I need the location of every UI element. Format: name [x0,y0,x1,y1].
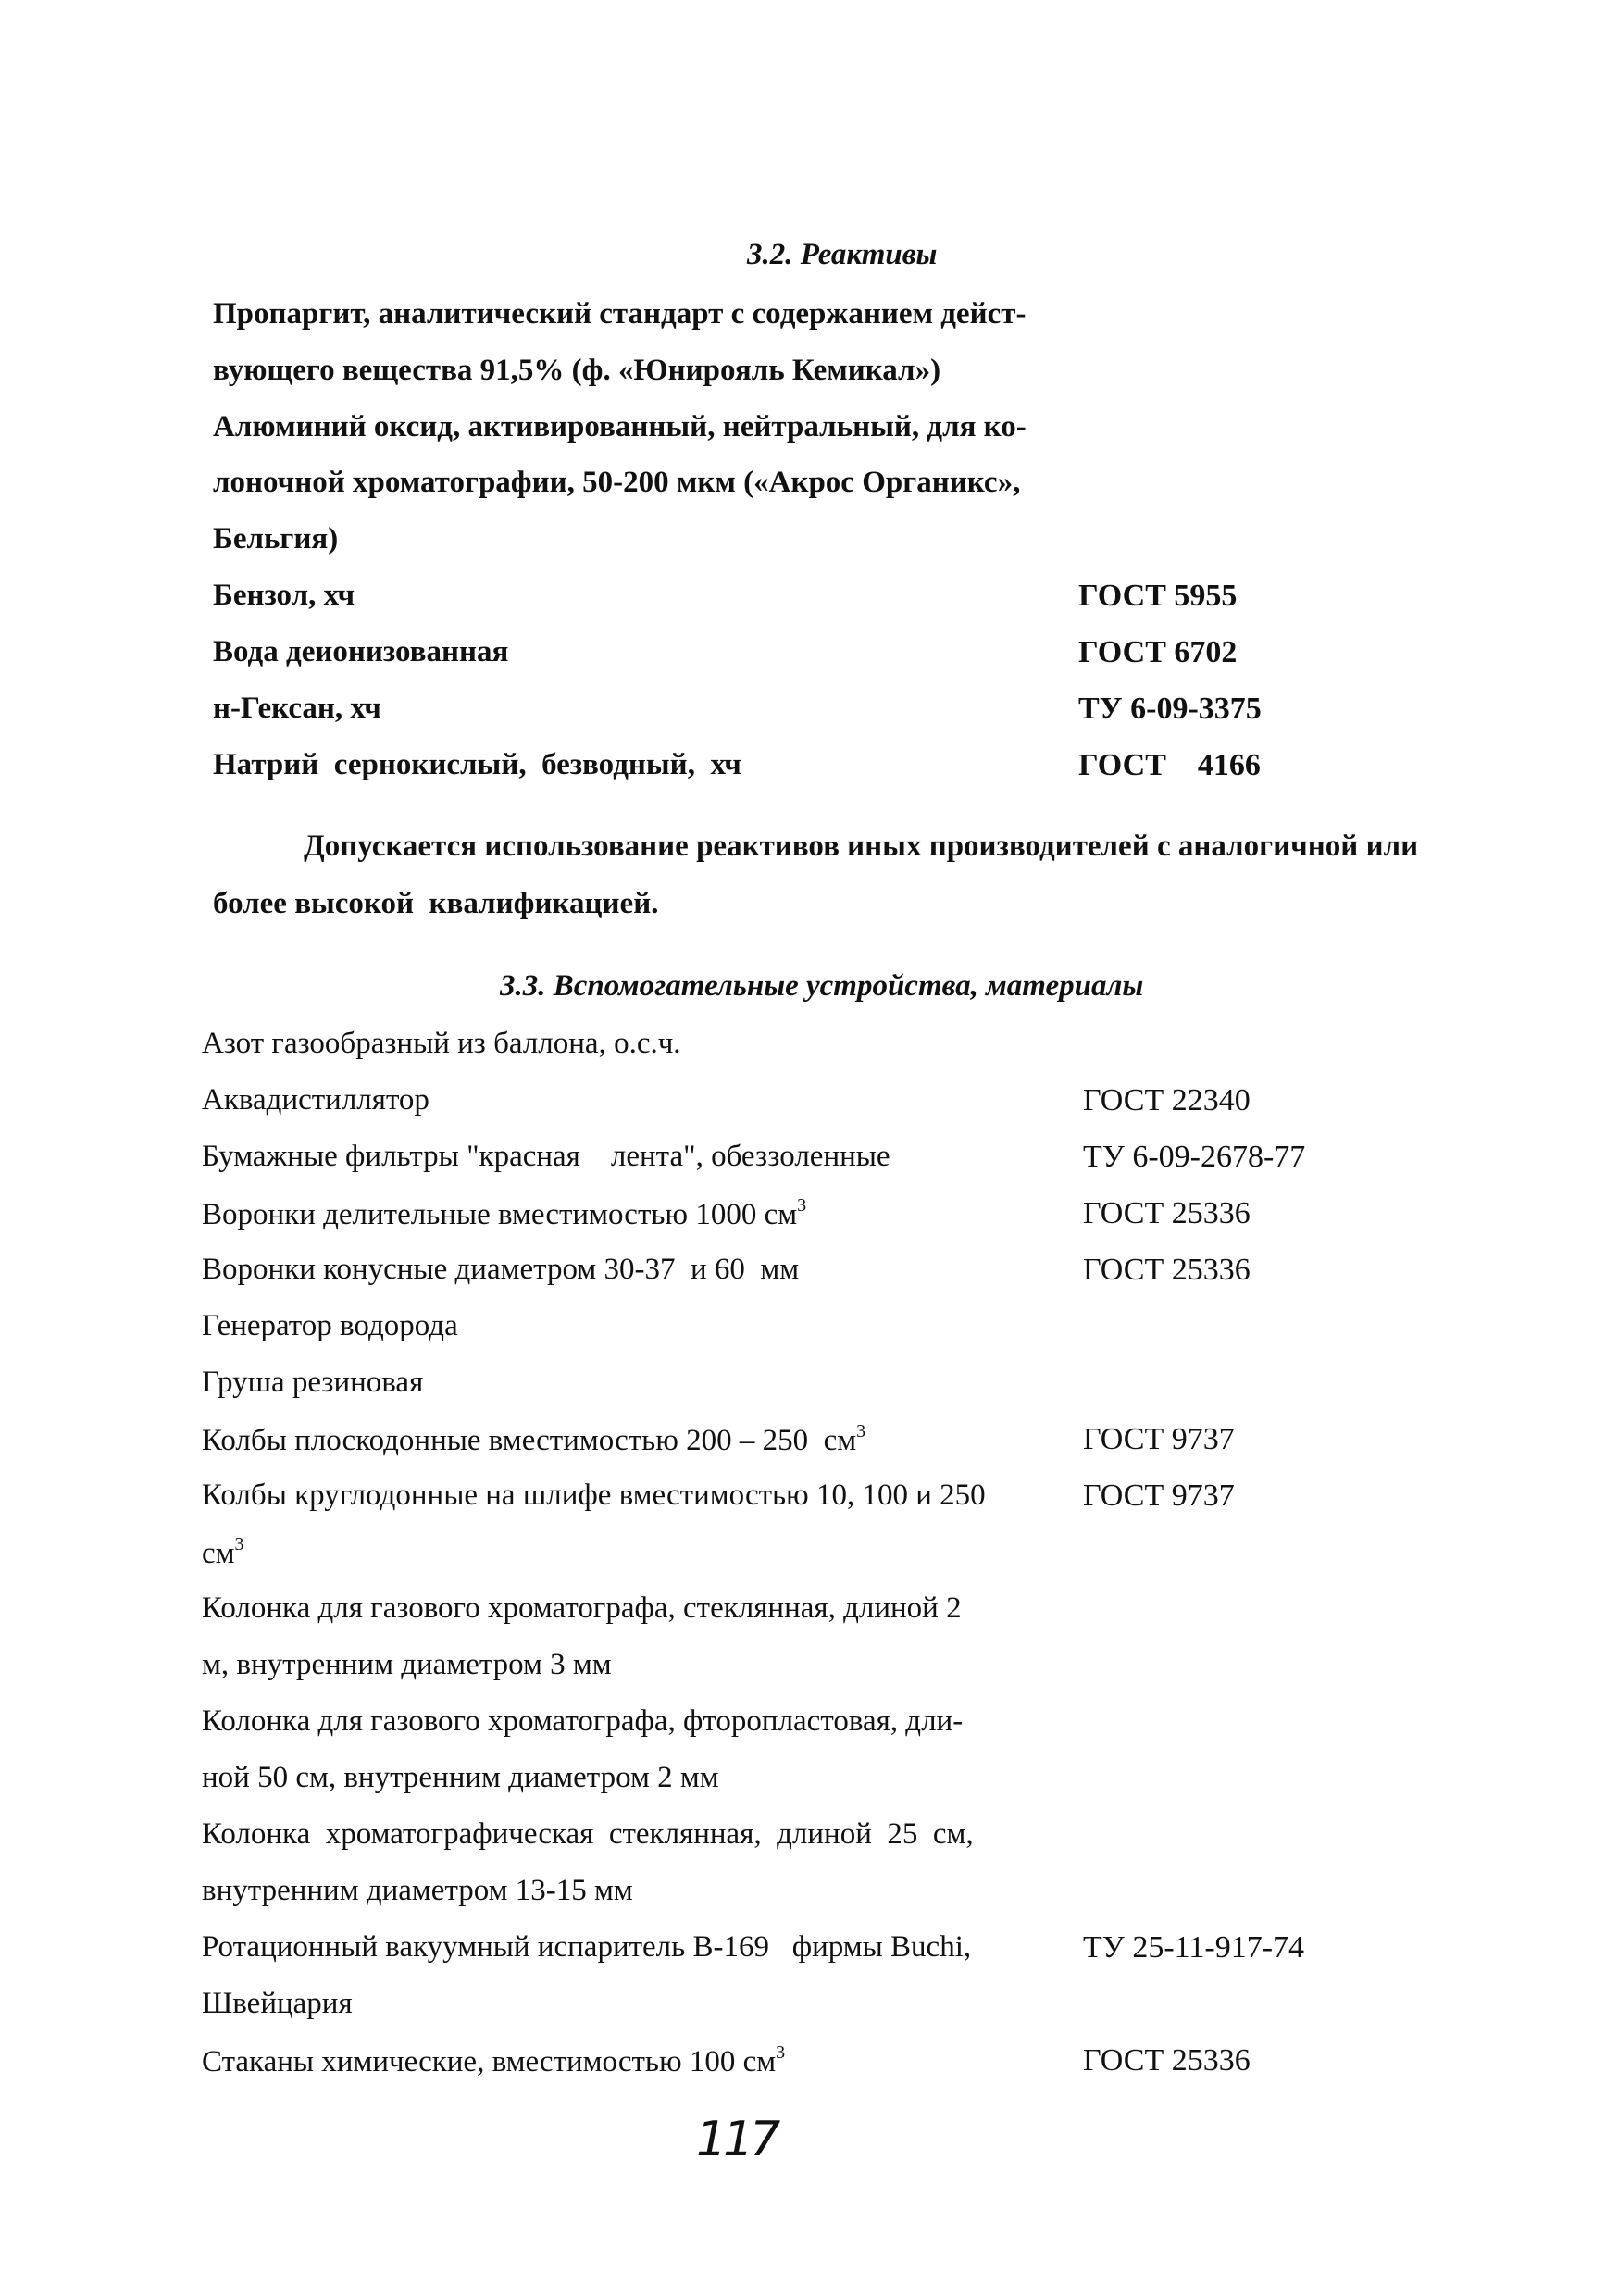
equipment-item-text: Колонка для газового хроматографа, стеклянная, длиной 2 [202,1591,962,1625]
reagent-line: лоночной хроматографии, 50-200 мкм («Акрос Органикс», [213,466,1021,499]
equipment-item-standard: ГОСТ 22340 [1083,1083,1251,1117]
reagent-item-standard: ГОСТ 4166 [1078,748,1261,782]
equipment-item-text: см [202,1537,235,1570]
equipment-item-name [202,2042,786,2078]
superscript: 3 [234,1534,244,1554]
equipment-item-name [202,1876,633,1906]
equipment-item-text: Стаканы химические, вместимостью 100 см [202,2045,777,2078]
equipment-item-standard: ГОСТ 9737 [1083,1479,1235,1513]
equipment-item-text: Колонка хроматографическая стеклянная, длиной 25 см, [202,1817,974,1851]
equipment-item-text: Аквадистиллятор [202,1083,429,1117]
reagent-item-name: Бензол, хч [213,579,355,612]
equipment-item-text: Колонка для газового хроматографа, фторопластовая, дли- [202,1704,964,1738]
equipment-item-standard: ГОСТ 25336 [1083,1196,1251,1230]
equipment-item-text: Колбы круглодонные на шлифе вместимостью 10, 100 и 250 [202,1479,986,1512]
equipment-item-name [202,1932,971,1963]
equipment-item-text: Колбы плоскодонные вместимостью 200 – 250 см [202,1424,857,1457]
equipment-item-name [202,1593,962,1624]
equipment-item-text: Швейцария [202,1987,353,2020]
reagent-item-name: Вода деионизованная [213,635,509,668]
equipment-item-text: Воронки делительные вместимостью 1000 см [202,1198,798,1231]
equipment-item-name [202,1989,353,2019]
superscript: 3 [856,1421,866,1441]
equipment-item-name [202,1254,799,1285]
reagent-item-name: Натрий сернокислый, безводный, хч [213,748,741,781]
equipment-item-text: Азот газообразный из баллона, о.с.ч. [202,1027,681,1060]
equipment-item-name [202,1085,429,1116]
equipment-item-name [202,1763,719,1793]
reagent-line: вующего вещества 91,5% (ф. «Юнирояль Кемикал») [213,354,941,387]
superscript: 3 [776,2042,786,2063]
equipment-item-name [202,1819,974,1850]
equipment-item-text: Груша резиновая [202,1366,424,1399]
equipment-item-text: Ротационный вакуумный испаритель В-169 фирмы Buchi, [202,1930,972,1964]
note-paragraph: более высокой квалификацией. [213,887,659,920]
equipment-item-name [202,1480,986,1511]
equipment-item-text: ной 50 см, внутренним диаметром 2 мм [202,1761,719,1794]
reagent-item-standard: ГОСТ 5955 [1078,579,1238,613]
reagent-item-standard: ТУ 6-09-3375 [1078,692,1262,726]
equipment-item-standard: ГОСТ 25336 [1083,2043,1251,2078]
section-heading-reagents: 3.2. Реактивы [747,238,938,271]
equipment-item-name [202,1367,423,1398]
equipment-item-text: Генератор водорода [202,1309,458,1342]
equipment-item-text: Бумажные фильтры "красная лента", обеззоленные [202,1140,890,1173]
equipment-item-standard: ТУ 25-11-917-74 [1083,1930,1305,1965]
reagent-line: Бельгия) [213,522,339,555]
equipment-item-name [202,1029,681,1059]
equipment-item-standard: ГОСТ 25336 [1083,1253,1251,1287]
section-heading-equipment: 3.3. Вспомогательные устройства, материалы [500,969,1144,1003]
reagent-item-name: н-Гексан, хч [213,692,381,725]
page-number: 117 [696,2112,778,2167]
equipment-item-name [202,1421,866,1457]
equipment-item-text: м, внутренним диаметром 3 мм [202,1648,612,1681]
equipment-item-text: Воронки конусные диаметром 30-37 и 60 мм [202,1253,800,1286]
note-paragraph: Допускается использование реактивов иных производителей с аналогичной или [304,830,1419,863]
equipment-item-name [202,1650,612,1680]
superscript: 3 [797,1195,807,1216]
equipment-item-name [202,1534,244,1570]
equipment-item-standard: ГОСТ 9737 [1083,1422,1235,1456]
equipment-item-text: внутренним диаметром 13-15 мм [202,1874,633,1907]
equipment-item-name [202,1195,807,1231]
equipment-item-standard: ТУ 6-09-2678-77 [1083,1140,1306,1174]
reagent-line: Алюминий оксид, активированный, нейтральный, для ко- [213,410,1027,443]
equipment-item-name [202,1311,458,1341]
reagent-line: Пропаргит, аналитический стандарт с содержанием дейст- [213,297,1027,331]
equipment-item-name [202,1706,963,1737]
equipment-item-name [202,1142,890,1172]
reagent-item-standard: ГОСТ 6702 [1078,635,1238,669]
